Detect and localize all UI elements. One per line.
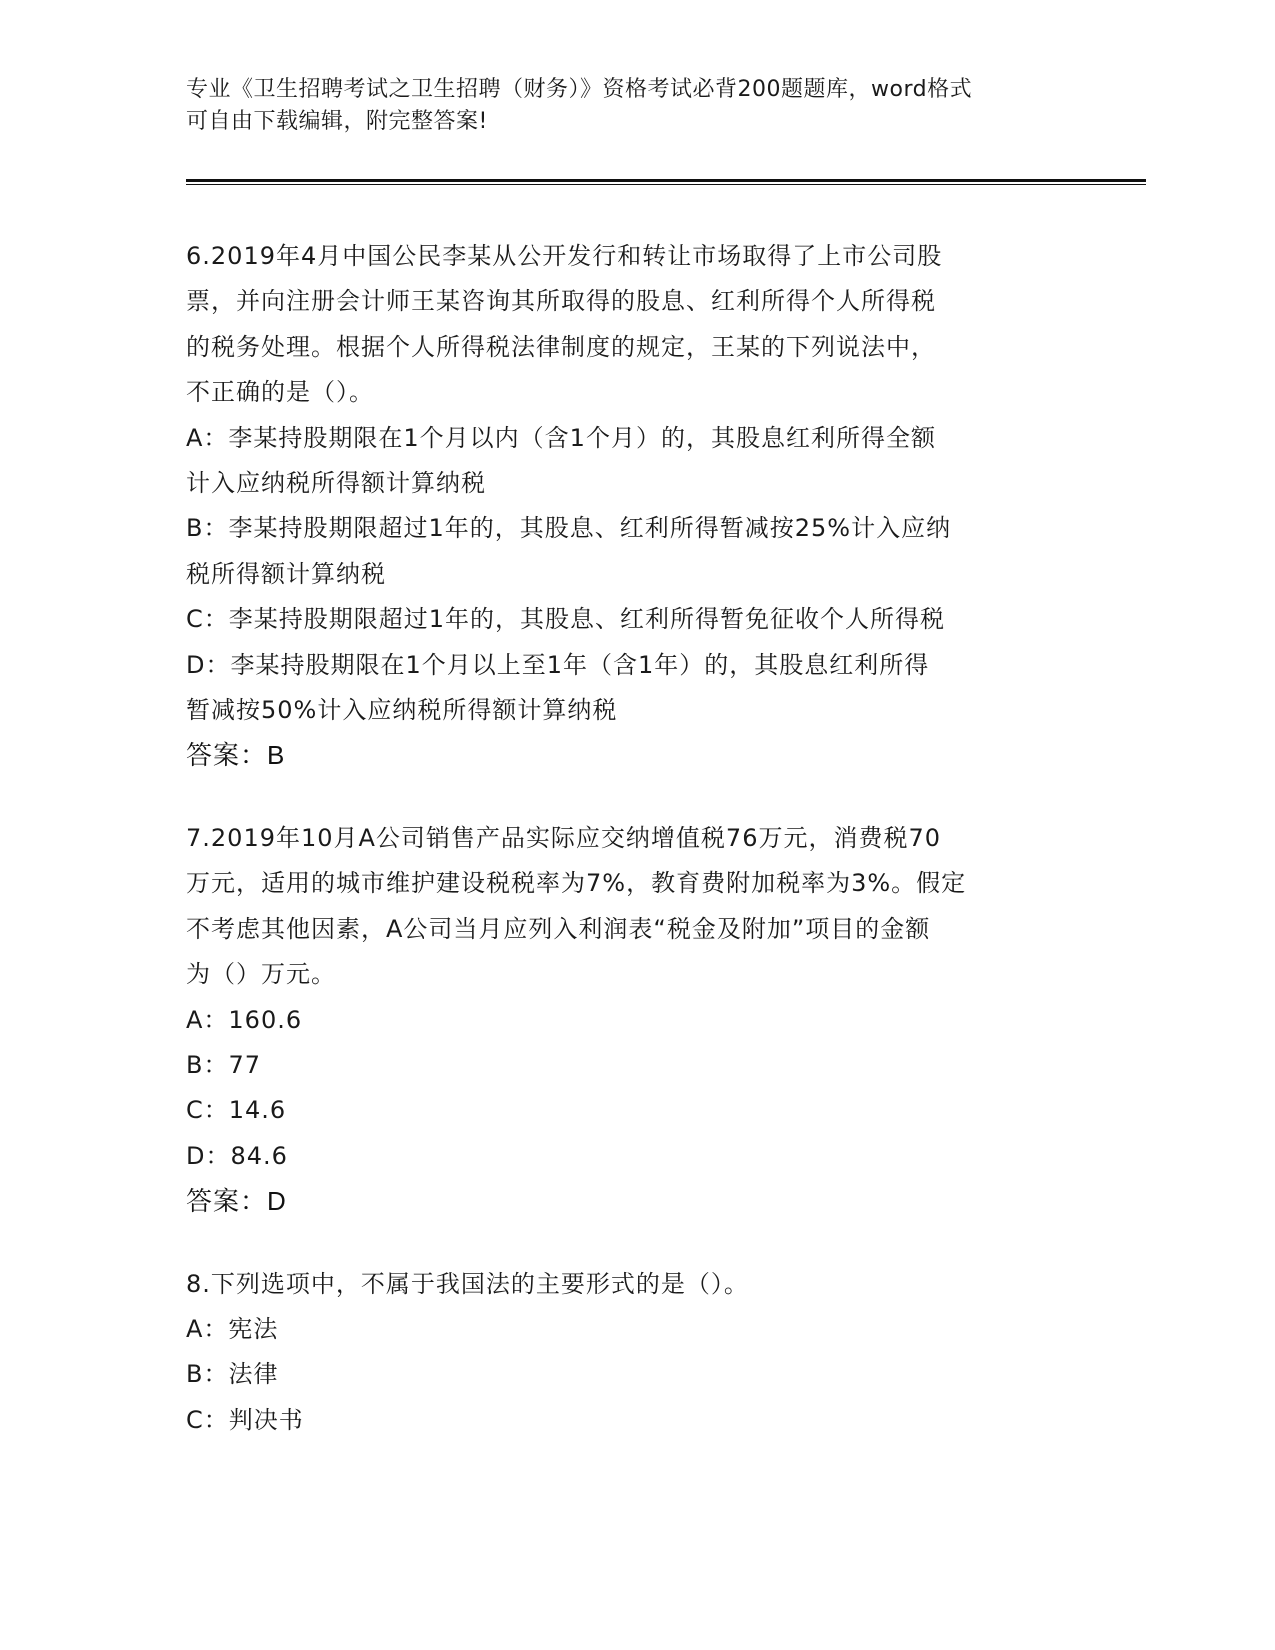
question-stem-line: 不正确的是（）。: [186, 378, 374, 407]
header-line: 可自由下载编辑，附完整答案!: [186, 109, 488, 134]
option-line: A：宪法: [186, 1314, 279, 1343]
option-line: B：77: [186, 1050, 262, 1079]
option-line: 计入应纳税所得额计算纳税: [186, 469, 486, 498]
option-line: C：判决书: [186, 1405, 304, 1434]
option-line: 暂减按50%计入应纳税所得额计算纳税: [186, 696, 618, 725]
option-line: B：法律: [186, 1360, 279, 1389]
question-6: [186, 234, 1066, 779]
question-stem-line: 万元，适用的城市维护建设税税率为7%，教育费附加税率为3%。假定: [186, 869, 967, 898]
header-divider-thick: [186, 179, 1146, 182]
header-line: 专业《卫生招聘考试之卫生招聘（财务）》资格考试必背200题题库，word格式: [186, 77, 973, 102]
question-stem-line: 7.2019年10月A公司销售产品实际应交纳增值税76万元，消费税70: [186, 823, 942, 852]
document-header: [186, 74, 1066, 138]
option-line: A：李某持股期限在1个月以内（含1个月）的，其股息红利所得全额: [186, 423, 936, 452]
question-list: [186, 234, 1066, 1480]
answer-label: 答案：B: [186, 740, 286, 771]
option-line: 税所得额计算纳税: [186, 559, 386, 588]
header-divider-thin: [186, 184, 1146, 185]
option-line: A：160.6: [186, 1005, 303, 1034]
answer-label: 答案：D: [186, 1186, 287, 1217]
question-stem-line: 8.下列选项中，不属于我国法的主要形式的是（）。: [186, 1269, 749, 1298]
question-8: [186, 1262, 1066, 1444]
option-line: C：李某持股期限超过1年的，其股息、红利所得暂免征收个人所得税: [186, 605, 946, 634]
question-7: [186, 816, 1066, 1225]
option-line: D：李某持股期限在1个月以上至1年（含1年）的，其股息红利所得: [186, 650, 930, 679]
option-line: B：李某持股期限超过1年的，其股息、红利所得暂减按25%计入应纳: [186, 514, 952, 543]
question-stem-line: 不考虑其他因素，A公司当月应列入利润表“税金及附加”项目的金额: [186, 914, 931, 943]
option-line: D：84.6: [186, 1141, 288, 1170]
question-stem-line: 6.2019年4月中国公民李某从公开发行和转让市场取得了上市公司股: [186, 242, 943, 270]
question-stem-line: 票，并向注册会计师王某咨询其所取得的股息、红利所得个人所得税: [186, 287, 936, 316]
question-stem-line: 为（）万元。: [186, 960, 336, 989]
option-line: C：14.6: [186, 1096, 287, 1125]
question-stem-line: 的税务处理。根据个人所得税法律制度的规定，王某的下列说法中，: [186, 332, 936, 361]
